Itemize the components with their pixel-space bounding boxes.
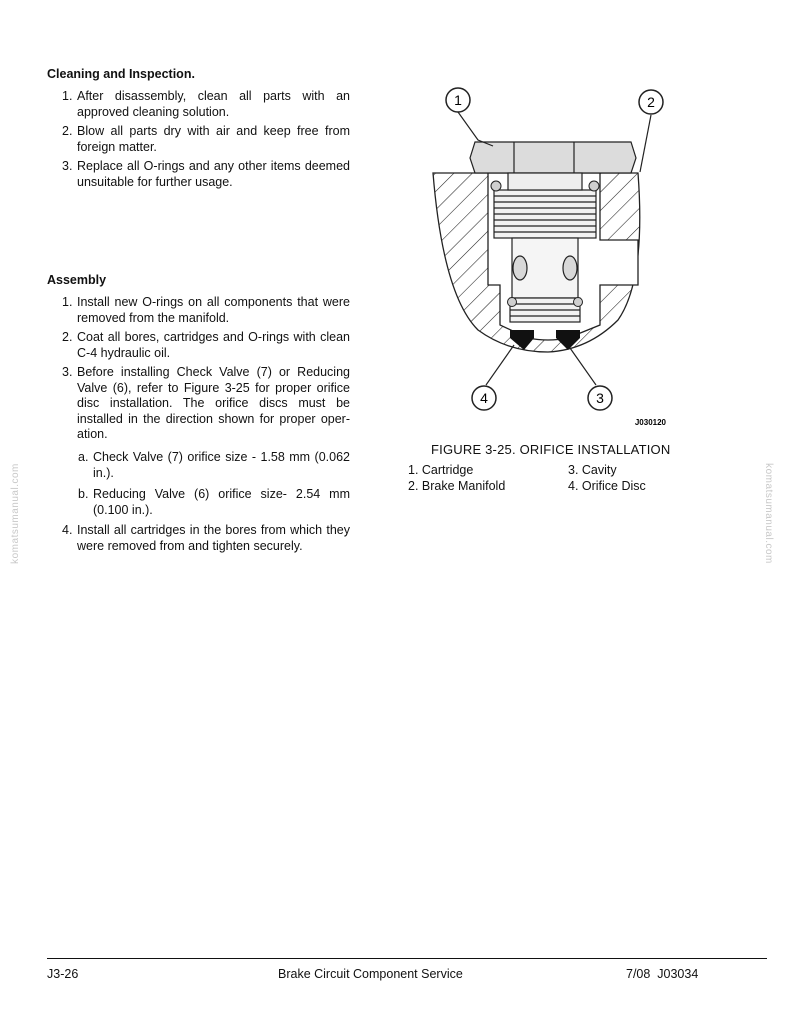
sub-list-item — [78, 450, 352, 481]
assembly-heading: Assembly — [47, 273, 107, 287]
list-number: 1. — [62, 295, 73, 309]
list-number: 3. — [62, 365, 73, 379]
svg-text:3: 3 — [596, 390, 604, 406]
footer-page-number: J3-26 — [47, 967, 79, 981]
svg-text:4: 4 — [480, 390, 488, 406]
list-text: Replace all O-rings and any other items deemed unsuitable for further usage. — [77, 159, 350, 189]
callout-2 — [639, 90, 663, 114]
figure-caption: FIGURE 3-25. ORIFICE INSTALLATION — [431, 442, 671, 457]
list-number: 4. — [62, 523, 73, 537]
list-letter: b. — [78, 487, 89, 501]
callout-3 — [588, 386, 612, 410]
list-item — [62, 159, 352, 190]
list-text: Check Valve (7) orifice size - 1.58 mm (0.062 in.). — [93, 450, 350, 480]
list-text: Blow all parts dry with air and keep free from foreign matter. — [77, 124, 350, 154]
list-number: 1. — [62, 89, 73, 103]
list-item — [62, 365, 352, 443]
list-item — [62, 124, 352, 155]
orifice-installation-figure — [418, 80, 680, 432]
list-text: Coat all bores, cartridges and O-rings with clean C-4 hydraulic oil. — [77, 330, 350, 360]
footer-date-code: 7/08 J03034 — [626, 967, 699, 981]
legend-item: 2. Brake Manifold — [408, 479, 506, 493]
sub-list-item — [78, 487, 352, 518]
list-text: Install all cartridges in the bores from which they were removed from and tighten securely. — [77, 523, 350, 553]
footer-rule — [47, 958, 767, 959]
list-item — [62, 295, 352, 326]
list-item — [62, 330, 352, 361]
legend-item: 4. Orifice Disc — [568, 479, 646, 493]
legend-item: 3. Cavity — [568, 463, 617, 477]
list-text: Reducing Valve (6) orifice size- 2.54 mm (0.100 in.). — [93, 487, 350, 517]
list-letter: a. — [78, 450, 89, 464]
list-item — [62, 523, 352, 554]
list-item — [62, 89, 352, 120]
watermark-right: komatsumanual.com — [762, 463, 774, 564]
figure-code: J030120 — [634, 418, 666, 427]
list-text: After disassembly, clean all parts with an approved cleaning solution. — [77, 89, 350, 119]
list-number: 3. — [62, 159, 73, 173]
list-number: 2. — [62, 330, 73, 344]
legend-item: 1. Cartridge — [408, 463, 474, 477]
watermark-left: komatsumanual.com — [9, 463, 21, 564]
svg-text:2: 2 — [647, 94, 655, 110]
cleaning-heading: Cleaning and Inspection. — [47, 67, 195, 81]
footer-section-title: Brake Circuit Component Service — [278, 967, 463, 981]
list-text: Install new O-rings on all components that were removed from the manifold. — [77, 295, 350, 325]
callout-4 — [472, 386, 496, 410]
list-number: 2. — [62, 124, 73, 138]
callout-1 — [446, 88, 470, 112]
svg-text:1: 1 — [454, 92, 462, 108]
list-text: Before installing Check Valve (7) or Reducing Valve (6), refer to Figure 3-25 for proper orifice disc installation. The orifice discs must be installed in the direction shown for proper oper-ation. — [77, 365, 350, 441]
